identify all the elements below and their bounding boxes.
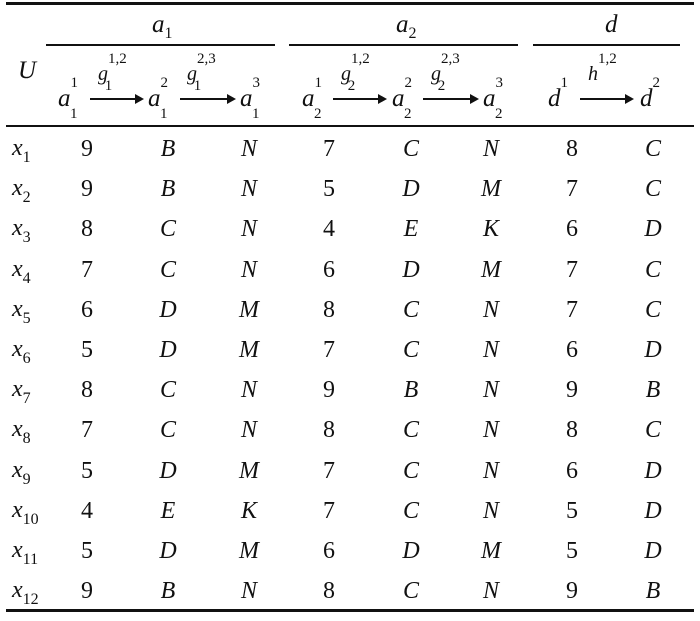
table-cell: C <box>402 296 419 323</box>
table-cell: 7 <box>566 256 578 283</box>
table-cell: 9 <box>323 377 335 404</box>
row-label: $x_6$ <box>12 336 31 367</box>
table-cell: C <box>402 457 419 484</box>
table-cell: C <box>402 136 419 162</box>
table-cell: 8 <box>323 296 335 323</box>
a1-state-3: $a^3_1$ <box>240 74 260 122</box>
table-cell: 6 <box>566 337 578 363</box>
table-cell: C <box>644 296 661 323</box>
d-state-2: $d^2$ <box>640 74 660 112</box>
group-header-a2-sub: 2 <box>408 25 417 42</box>
table-cell: 6 <box>566 457 578 484</box>
table-cell: 9 <box>81 176 93 203</box>
row-label: $x_2$ <box>12 175 31 207</box>
table-cell: E <box>160 497 176 524</box>
table-cell: D <box>644 497 662 524</box>
table-cell: C <box>402 578 419 605</box>
group-rule-a1 <box>46 44 275 46</box>
table-cell: D <box>644 216 662 243</box>
table-cell: 8 <box>323 417 335 444</box>
d-map-1-label: $h^{1,2}$ <box>588 51 617 85</box>
table-cell: D <box>644 538 662 564</box>
table-cell: N <box>240 256 257 283</box>
a1-map-1-label: $g^{1,2}_1$ <box>98 51 127 94</box>
table-cell: C <box>159 377 176 404</box>
table-cell: 6 <box>323 256 335 283</box>
table-cell: C <box>644 136 661 162</box>
u-label: U <box>18 57 37 84</box>
group-rule-a2 <box>289 44 518 46</box>
table-cell: C <box>644 176 661 203</box>
table-cell: C <box>644 417 661 444</box>
table-cell: 9 <box>81 136 93 162</box>
table-cell: M <box>481 538 501 564</box>
row-label: $x_4$ <box>12 255 31 287</box>
group-rule-d <box>533 44 680 46</box>
a2-map-1-label: $g^{1,2}_2$ <box>341 51 370 94</box>
table-cell: D <box>159 538 177 564</box>
table-cell: 5 <box>566 497 578 524</box>
table-cell: N <box>482 296 499 323</box>
a2-map-2-label: $g^{2,3}_2$ <box>431 51 460 94</box>
table-cell: D <box>402 256 420 283</box>
table-cell: K <box>240 497 257 524</box>
table-cell: 9 <box>81 578 93 605</box>
table-cell: N <box>482 337 499 363</box>
a2-state-3: $a^3_2$ <box>483 74 503 122</box>
table-cell: 7 <box>81 417 93 444</box>
table-cell: N <box>482 136 499 162</box>
table-cell: 8 <box>81 377 93 404</box>
group-header-a2-name: a <box>396 11 409 38</box>
group-header-d-name: d <box>605 11 618 38</box>
table-cell: N <box>240 216 257 243</box>
bottom-rule <box>6 609 694 612</box>
top-rule <box>6 2 694 5</box>
table-cell: 7 <box>323 457 335 484</box>
table-cell: 6 <box>566 216 578 243</box>
table-cell: C <box>402 417 419 444</box>
a1-arrow-1 <box>90 98 142 100</box>
row-label: $x_{10}$ <box>12 496 39 528</box>
row-label: $x_{11}$ <box>12 537 39 568</box>
table-cell: C <box>402 497 419 524</box>
group-header-a1 <box>152 12 173 42</box>
table-cell: B <box>160 578 176 605</box>
group-header-a1-sub: 1 <box>164 25 173 42</box>
table-cell: N <box>240 377 257 404</box>
table-cell: M <box>481 176 501 203</box>
row-label: $x_{12}$ <box>12 577 39 609</box>
table-cell: C <box>644 256 661 283</box>
table-cell: N <box>240 176 257 203</box>
table-cell: 5 <box>81 538 93 564</box>
a2-state-1: $a^1_2$ <box>302 74 322 122</box>
table-cell: 5 <box>81 457 93 484</box>
row-label: $x_5$ <box>12 295 31 327</box>
d-state-1: $d^1$ <box>548 74 568 112</box>
a2-state-2: $a^2_2$ <box>392 74 412 122</box>
table-cell: 8 <box>566 136 578 162</box>
table-cell: 4 <box>81 497 93 524</box>
table-cell: D <box>402 538 420 564</box>
table-cell: N <box>240 417 257 444</box>
table-cell: 7 <box>566 296 578 323</box>
row-label: $x_9$ <box>12 456 31 488</box>
table-cell: 5 <box>81 337 93 363</box>
table-cell: 8 <box>566 417 578 444</box>
table-cell: N <box>482 377 499 404</box>
row-label: $x_1$ <box>12 135 31 166</box>
table-cell: B <box>645 578 661 605</box>
table-cell: M <box>239 337 259 363</box>
table-cell: 8 <box>323 578 335 605</box>
row-label: $x_3$ <box>12 215 31 247</box>
a1-arrow-2 <box>180 98 234 100</box>
table-cell: M <box>481 256 501 283</box>
table-cell: K <box>482 216 499 243</box>
table-cell: D <box>402 176 420 203</box>
table-cell: 6 <box>81 296 93 323</box>
table-cell: C <box>402 337 419 363</box>
table-cell: 4 <box>323 216 335 243</box>
table-cell: B <box>160 176 176 203</box>
table-cell: D <box>159 337 177 363</box>
table-cell: N <box>482 417 499 444</box>
table-cell: D <box>644 337 662 363</box>
row-label: $x_7$ <box>12 376 31 408</box>
table-cell: 6 <box>323 538 335 564</box>
table-cell: 7 <box>323 337 335 363</box>
a1-map-2-label: $g^{2,3}_1$ <box>187 51 216 94</box>
header-rule <box>6 125 694 127</box>
table-cell: M <box>239 538 259 564</box>
table-cell: 5 <box>323 176 335 203</box>
row-label: $x_8$ <box>12 416 31 448</box>
table-cell: M <box>239 296 259 323</box>
table-cell: D <box>644 457 662 484</box>
a2-arrow-1 <box>333 98 385 100</box>
table-cell: 7 <box>566 176 578 203</box>
group-header-a1-name: a <box>152 11 165 38</box>
table-cell: N <box>240 578 257 605</box>
table-cell: C <box>159 417 176 444</box>
table-cell: 7 <box>81 256 93 283</box>
table-cell: B <box>403 377 419 404</box>
d-arrow-1 <box>580 98 632 100</box>
table-cell: N <box>482 457 499 484</box>
group-header-a2 <box>396 12 417 42</box>
table-cell: C <box>159 256 176 283</box>
table-cell: 9 <box>566 377 578 404</box>
a1-state-1: $a^1_1$ <box>58 74 78 122</box>
table-cell: D <box>159 457 177 484</box>
table-cell: N <box>482 578 499 605</box>
table-cell: 7 <box>323 136 335 162</box>
table-cell: N <box>482 497 499 524</box>
table-cell: 5 <box>566 538 578 564</box>
table-cell: B <box>160 136 176 162</box>
group-header-d <box>605 12 618 37</box>
table-cell: 7 <box>323 497 335 524</box>
table-cell: D <box>159 296 177 323</box>
a1-state-2: $a^2_1$ <box>148 74 168 122</box>
table-cell: M <box>239 457 259 484</box>
table-cell: E <box>403 216 419 243</box>
a2-arrow-2 <box>423 98 477 100</box>
table-cell: 8 <box>81 216 93 243</box>
table-cell: N <box>240 136 257 162</box>
table-cell: B <box>645 377 661 404</box>
table-cell: 9 <box>566 578 578 605</box>
table-cell: C <box>159 216 176 243</box>
